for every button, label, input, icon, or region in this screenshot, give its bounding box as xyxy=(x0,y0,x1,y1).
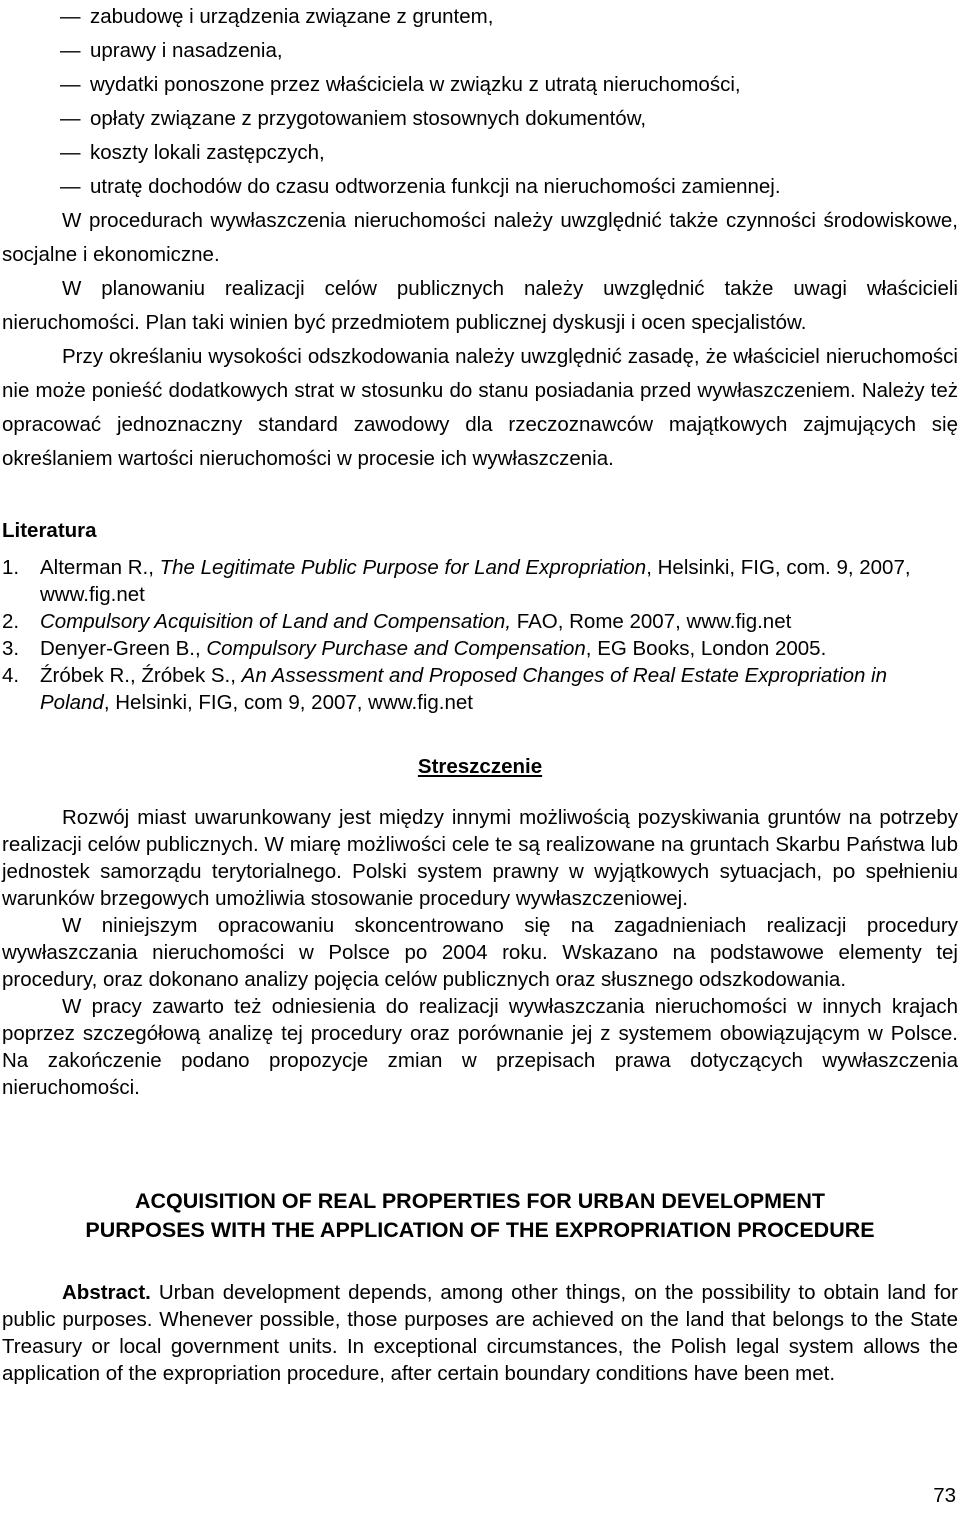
reference-number: 1. xyxy=(2,556,20,579)
reference-details: , Helsinki, FIG, com. 9, 2007, www.fig.net xyxy=(40,556,911,606)
abstract-label: Abstract. xyxy=(62,1281,151,1304)
list-item: — koszty lokali zastępczych, xyxy=(2,136,958,170)
streszczenie-body xyxy=(2,804,958,1101)
reference-authors: Źróbek R., Źróbek S., xyxy=(40,664,242,687)
reference-authors: Alterman R., xyxy=(40,556,160,579)
reference-details: , Helsinki, FIG, com 9, 2007, www.fig.net xyxy=(103,691,473,714)
literatura-heading: Literatura xyxy=(2,519,97,542)
list-item: — utratę dochodów do czasu odtworzenia funkcji na nieruchomości zamiennej. xyxy=(2,170,958,204)
english-title-line: PURPOSES WITH THE APPLICATION OF THE EXPROPRIATION PROCEDURE xyxy=(85,1218,875,1242)
paragraph: W procedurach wywłaszczenia nieruchomości należy uwzględnić także czynności środowiskowe, socjalne i ekonomiczne. xyxy=(2,209,958,266)
reference-title: Compulsory Purchase and Compensation xyxy=(206,637,586,660)
list-item: — uprawy i nasadzenia, xyxy=(2,34,958,68)
list-item: — zabudowę i urządzenia związane z gruntem, xyxy=(2,0,958,34)
upper-text xyxy=(2,0,958,476)
paragraph: W planowaniu realizacji celów publicznych należy uwzględnić także uwagi właścicieli nieruchomości. Plan taki winien być przedmiotem publicznej dyskusji i ocen specjalistów. xyxy=(2,277,958,334)
paragraph: W pracy zawarto też odniesienia do realizacji wywłaszczania nieruchomości w innych krajach poprzez szczegółową analizę tej procedury oraz porównanie jej z systemem obowiązującym w Polsce. Na zakończenie podano propozycje zmian w przepisach prawa dotyczących wywłaszczenia nieruchomości. xyxy=(2,995,958,1099)
reference-item xyxy=(2,608,958,635)
dash-list xyxy=(2,0,958,204)
reference-item xyxy=(2,554,958,608)
english-title xyxy=(2,1187,958,1245)
reference-authors: Denyer-Green B., xyxy=(40,637,207,660)
reference-title: Compulsory Acquisition of Land and Compensation, xyxy=(40,610,512,633)
abstract-text: Urban development depends, among other things, on the possibility to obtain land for public purposes. Whenever possible, those purposes are achieved on the land that belongs to the State Treasury or local government units. In exceptional circumstances, the Polish legal system allows the application of the expropriation procedure, after certain boundary conditions have been met. xyxy=(2,1281,958,1385)
abstract-paragraph xyxy=(2,1279,958,1387)
streszczenie-heading: Streszczenie xyxy=(417,755,543,778)
document-page xyxy=(2,0,958,1387)
paragraph: W niniejszym opracowaniu skoncentrowano się na zagadnieniach realizacji procedury wywłaszczania nieruchomości w Polsce po 2004 roku. Wskazano na podstawowe elementy tej procedury, oraz dokonano analizy pojęcia celów publicznych oraz słusznego odszkodowania. xyxy=(2,914,958,991)
reference-item xyxy=(2,635,958,662)
paragraph: Rozwój miast uwarunkowany jest między innymi możliwością pozyskiwania gruntów na potrzeby realizacji celów publicznych. W miarę możliwości cele te są realizowane na gruntach Skarbu Państwa lub jednostek samorządu terytorialnego. Polski system prawny w wyjątkowych sytuacjach, po spełnieniu warunków brzegowych umożliwia stosowanie procedury wywłaszczeniowej. xyxy=(2,806,958,910)
page-number: 73 xyxy=(933,1484,956,1507)
list-item: — wydatki ponoszone przez właściciela w związku z utratą nieruchomości, xyxy=(2,68,958,102)
reference-number: 3. xyxy=(2,637,20,660)
english-title-line: ACQUISITION OF REAL PROPERTIES FOR URBAN DEVELOPMENT xyxy=(134,1189,826,1213)
reference-title: The Legitimate Public Purpose for Land Expropriation xyxy=(159,556,647,579)
list-item: — opłaty związane z przygotowaniem stosownych dokumentów, xyxy=(2,102,958,136)
reference-number: 2. xyxy=(2,610,20,633)
reference-number: 4. xyxy=(2,664,20,687)
reference-details: FAO, Rome 2007, www.fig.net xyxy=(511,610,792,633)
reference-title: An Assessment and Proposed Changes of Real Estate Expropriation in Poland xyxy=(40,664,888,714)
reference-details: , EG Books, London 2005. xyxy=(585,637,827,660)
reference-list xyxy=(2,554,958,716)
paragraph: Przy określaniu wysokości odszkodowania należy uwzględnić zasadę, że właściciel nieruchomości nie może ponieść dodatkowych strat w stosunku do stanu posiadania przed wywłaszczeniem. Należy też opracować jednoznaczny standard zawodowy dla rzeczoznawców majątkowych zajmujących się określaniem wartości nieruchomości w procesie ich wywłaszczenia. xyxy=(2,345,958,470)
reference-item xyxy=(2,662,958,716)
